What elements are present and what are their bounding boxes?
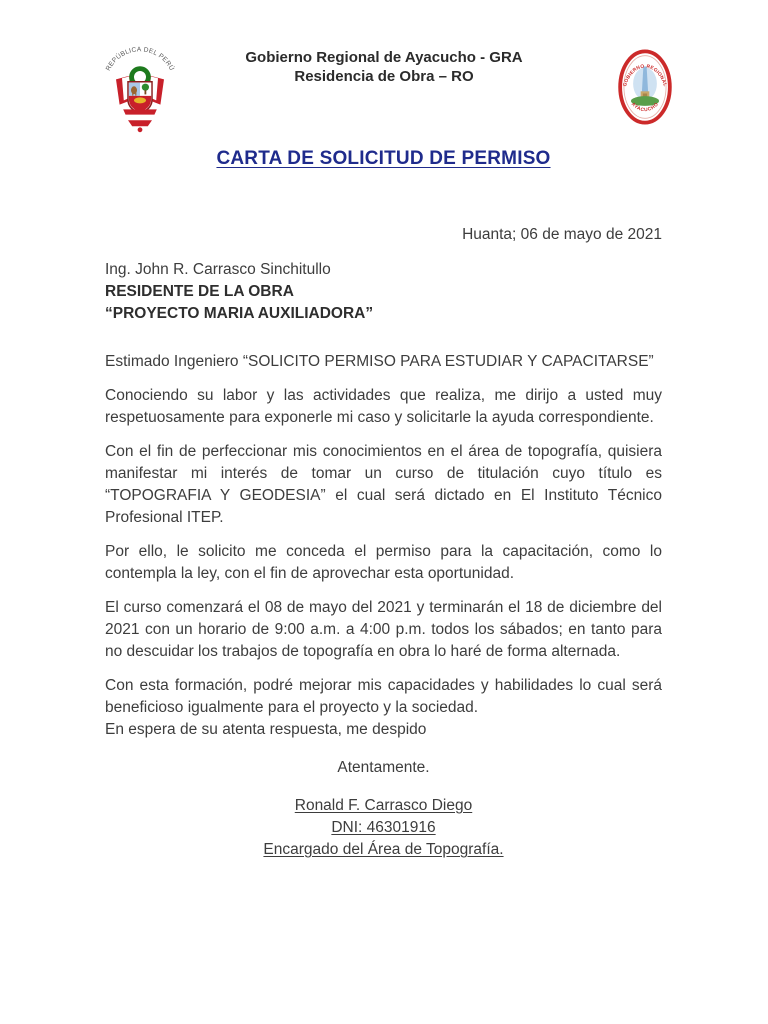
closing-block — [105, 675, 662, 741]
signature-title: Encargado del Área de Topografía. — [263, 841, 504, 858]
closing-paragraph: Con esta formación, podré mejorar mis capacidades y habilidades lo cual será beneficioso igualmente para el proyecto y la sociedad. — [105, 677, 662, 716]
recipient-block — [105, 259, 662, 325]
seal-arc-top-text: GOBIERNO REGIONAL — [622, 64, 668, 88]
org-name: Gobierno Regional de Ayacucho - GRA — [245, 49, 523, 66]
org-unit: Residencia de Obra – RO — [294, 68, 474, 85]
left-logo-caption: REPÚBLICA DEL PERÚ — [104, 46, 176, 73]
salutation-line: Estimado Ingeniero “SOLICITO PERMISO PARA ESTUDIAR Y CAPACITARSE” — [105, 353, 654, 370]
body-paragraph: Conociendo su labor y las actividades que realiza, me dirijo a usted muy respetuosamente para exponerle mi caso y solicitarle la ayuda correspondiente. — [105, 387, 662, 426]
body-paragraph: Con el fin de perfeccionar mis conocimientos en el área de topografía, quisiera manifestar mi interés de tomar un curso de titulación cuyo título es “TOPOGRAFIA Y GEODESIA” el cual será dictado en El Instituto Técnico Profesional ITEP. — [105, 443, 662, 526]
seal-arc-bottom-text: AYACUCHO — [629, 102, 661, 114]
body-paragraph: El curso comenzará el 08 de mayo del 2021 y terminarán el 18 de diciembre del 2021 con un horario de 9:00 a.m. a 4:00 p.m. todos los sábados; en tanto para no descuidar los trabajos de topografía en obra lo haré de forma alternada. — [105, 599, 662, 660]
document-title: CARTA DE SOLICITUD DE PERMISO — [216, 148, 551, 169]
signature-dni: DNI: 46301916 — [331, 819, 436, 836]
letter-content — [105, 0, 662, 861]
recipient-role: RESIDENTE DE LA OBRA — [105, 283, 294, 300]
date-line: Huanta; 06 de mayo de 2021 — [462, 226, 662, 243]
farewell-line: En espera de su atenta respuesta, me despido — [105, 721, 427, 738]
signoff-line: Atentamente. — [337, 759, 430, 776]
signature-name: Ronald F. Carrasco Diego — [294, 797, 473, 814]
body-paragraph: Por ello, le solicito me conceda el permiso para la capacitación, como lo contempla la ley, con el fin de aprovechar esta oportunidad. — [105, 543, 662, 582]
signature-block — [105, 795, 662, 861]
recipient-project: “PROYECTO MARIA AUXILIADORA” — [105, 305, 374, 322]
recipient-name: Ing. John R. Carrasco Sinchitullo — [105, 261, 331, 278]
